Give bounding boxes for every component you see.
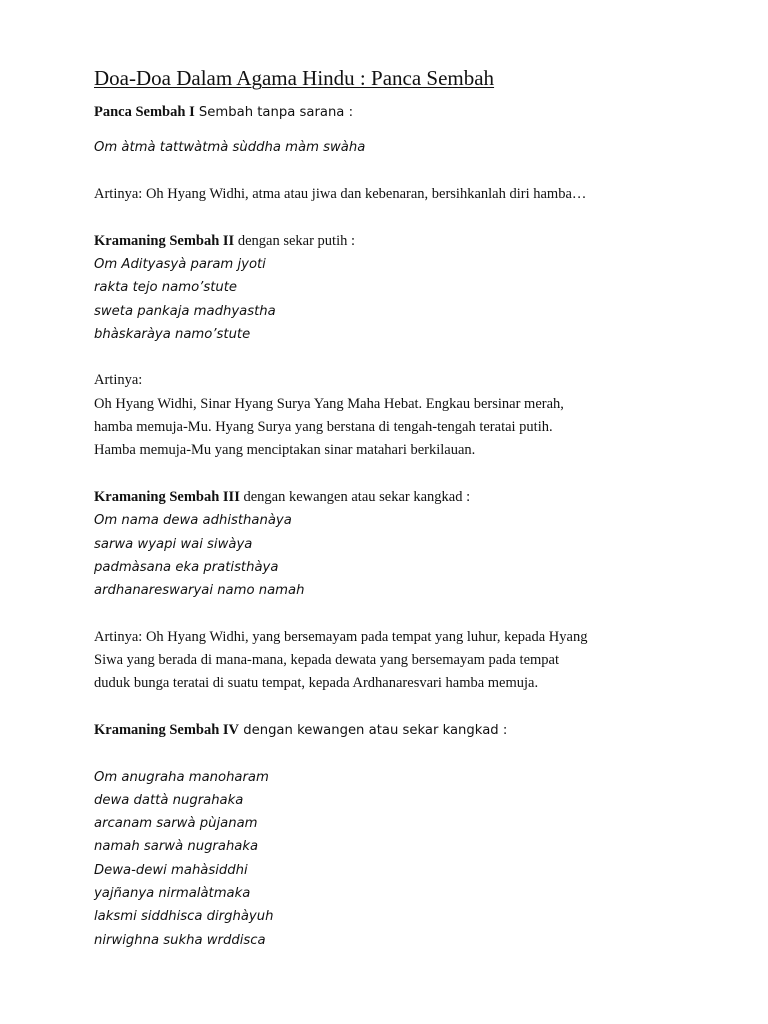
mantra-line: laksmi siddhisca dirghàyuh <box>94 909 274 925</box>
mantra-line: ardhanareswaryai namo namah <box>94 583 305 599</box>
meaning-line: hamba memuja-Mu. Hyang Surya yang berstana di tengah-tengah teratai putih. <box>94 419 553 436</box>
mantra-line: nirwighna sukha wrddisca <box>94 932 266 948</box>
mantra-line: Om anugraha manoharam <box>94 769 269 785</box>
heading-bold: Kramaning Sembah IV <box>94 721 240 738</box>
heading-bold: Kramaning Sembah III <box>94 488 240 505</box>
meaning-line: Oh Hyang Widhi, Sinar Hyang Surya Yang Maha Hebat. Engkau bersinar merah, <box>94 395 564 412</box>
mantra-line: Om àtmà tattwàtmà sùddha màm swàha <box>94 140 366 156</box>
document-title: Doa-Doa Dalam Agama Hindu : Panca Sembah <box>94 66 495 90</box>
mantra-line: padmàsana eka pratisthàya <box>94 559 279 575</box>
meaning-line: Artinya: Oh Hyang Widhi, yang bersemayam pada tempat yang luhur, kepada Hyang <box>94 628 588 645</box>
meaning-line: Hamba memuja-Mu yang menciptakan sinar matahari berkilauan. <box>94 442 476 459</box>
mantra-line: Om nama dewa adhisthanàya <box>94 513 292 529</box>
section-heading-1 <box>94 101 714 124</box>
meaning-line: Artinya: Oh Hyang Widhi, atma atau jiwa dan kebenaran, bersihkanlah diri hamba… <box>94 186 587 203</box>
meaning-line: Artinya: <box>94 372 143 389</box>
mantra-line: arcanam sarwà pùjanam <box>94 816 258 832</box>
mantra-line: Dewa-dewi mahàsiddhi <box>94 862 248 878</box>
mantra-line: namah sarwà nugrahaka <box>94 839 259 855</box>
mantra-line: bhàskaràya namo’stute <box>94 326 251 342</box>
section-heading-3 <box>94 486 714 509</box>
mantra-line: sweta pankaja madhyastha <box>94 303 276 319</box>
heading-bold: Kramaning Sembah II <box>94 232 235 249</box>
document-page <box>94 66 714 952</box>
heading-rest: dengan sekar putih : <box>234 232 356 249</box>
mantra-line: yajñanya nirmalàtmaka <box>94 885 251 901</box>
heading-rest: dengan kewangen atau sekar kangkad : <box>239 722 508 738</box>
section-heading-2 <box>94 230 714 253</box>
meaning-line: Siwa yang berada di mana-mana, kepada dewata yang bersemayam pada tempat <box>94 652 560 669</box>
meaning-line: duduk bunga teratai di suatu tempat, kepada Ardhanaresvari hamba memuja. <box>94 675 539 692</box>
section-heading-4 <box>94 719 714 742</box>
heading-rest: Sembah tanpa sarana : <box>194 105 354 121</box>
mantra-line: dewa dattà nugrahaka <box>94 792 244 808</box>
heading-rest: dengan kewangen atau sekar kangkad : <box>239 488 471 505</box>
mantra-line: rakta tejo namo’stute <box>94 280 238 296</box>
mantra-line: sarwa wyapi wai siwàya <box>94 536 253 552</box>
mantra-line: Om Adityasyà param jyoti <box>94 256 266 272</box>
heading-bold: Panca Sembah I <box>94 104 195 121</box>
